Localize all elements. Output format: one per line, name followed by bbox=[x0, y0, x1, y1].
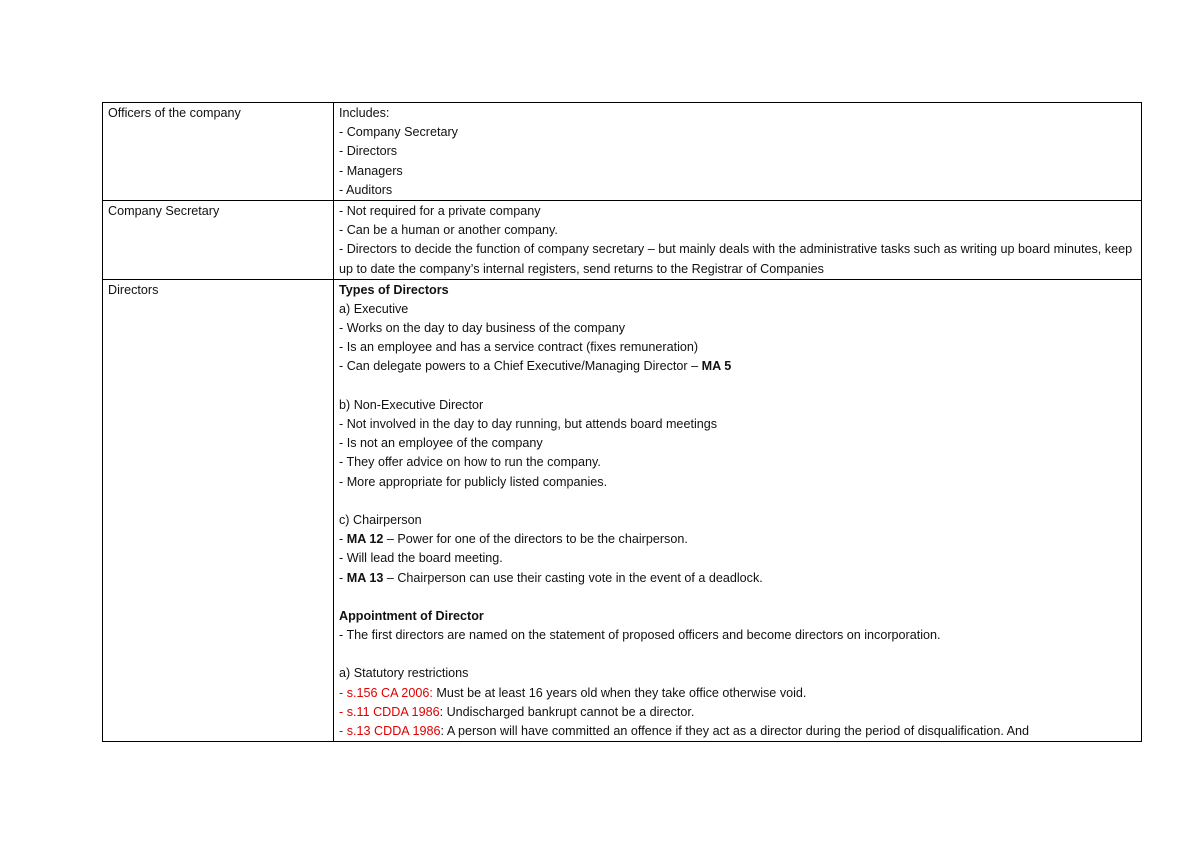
list-item: - Not required for a private company bbox=[339, 203, 541, 218]
statute-reference: s.11 CDDA 1986 bbox=[346, 704, 440, 719]
table-row bbox=[103, 279, 1142, 742]
statute-reference: s.13 CDDA 1986 bbox=[346, 724, 441, 739]
list-item: - Directors to decide the function of company secretary – but mainly deals with the administrative tasks such as writing up board minutes, keep up to date the company’s internal registers, send returns to the Registrar of Companies bbox=[339, 242, 1133, 276]
list-item-text: : A person will have committed an offence if they act as a director during the period of disqualification. And bbox=[440, 724, 1030, 739]
list-item-text: – Chairperson can use their casting vote in the event of a deadlock. bbox=[383, 570, 763, 585]
spacer bbox=[339, 377, 1136, 396]
list-item-text: – Power for one of the directors to be the chairperson. bbox=[383, 532, 688, 547]
list-item: - Auditors bbox=[339, 182, 393, 197]
row-label-officers bbox=[103, 103, 334, 201]
list-item-text: Must be at least 16 years old when they take office otherwise void. bbox=[432, 685, 807, 700]
statute-reference: s.156 CA 2006: bbox=[346, 685, 433, 700]
list-item: - Will lead the board meeting. bbox=[339, 551, 503, 566]
subheading: a) Executive bbox=[339, 301, 409, 316]
list-item: - Works on the day to day business of the company bbox=[339, 321, 626, 336]
list-item bbox=[339, 722, 1136, 741]
spacer bbox=[339, 492, 1136, 511]
row-label-company-secretary bbox=[103, 200, 334, 279]
list-item: - Can be a human or another company. bbox=[339, 223, 558, 238]
list-item bbox=[339, 569, 1136, 588]
list-prefix-red: - bbox=[339, 685, 347, 700]
list-item: - Managers bbox=[339, 163, 403, 178]
list-item: - Not involved in the day to day running, but attends board meetings bbox=[339, 417, 718, 432]
row-label-text: Company Secretary bbox=[108, 203, 220, 218]
article-reference: MA 13 bbox=[346, 570, 384, 585]
row-content-officers bbox=[334, 103, 1142, 201]
list-prefix-red: - bbox=[339, 724, 347, 739]
list-item-text: : Undischarged bankrupt cannot be a director. bbox=[439, 704, 695, 719]
subheading: b) Non-Executive Director bbox=[339, 397, 484, 412]
list-item: - They offer advice on how to run the company. bbox=[339, 455, 601, 470]
row-label-directors bbox=[103, 279, 334, 742]
list-item bbox=[339, 530, 1136, 549]
row-content-company-secretary bbox=[334, 200, 1142, 279]
spacer bbox=[339, 588, 1136, 607]
section-heading: Appointment of Director bbox=[339, 608, 484, 623]
list-item bbox=[339, 357, 1136, 376]
list-item bbox=[339, 703, 1136, 722]
subheading: c) Chairperson bbox=[339, 512, 422, 527]
row-content-directors bbox=[334, 279, 1142, 742]
row-label-text: Officers of the company bbox=[108, 106, 241, 120]
table-row bbox=[103, 103, 1142, 201]
notes-table bbox=[102, 102, 1142, 742]
list-item: - Is an employee and has a service contract (fixes remuneration) bbox=[339, 340, 699, 355]
list-prefix: - bbox=[339, 570, 347, 585]
list-item: - Company Secretary bbox=[339, 125, 458, 140]
section-heading: Types of Directors bbox=[339, 282, 449, 297]
list-item-text: - Can delegate powers to a Chief Executive/Managing Director – bbox=[339, 359, 702, 374]
list-item: - The first directors are named on the statement of proposed officers and become directors on incorporation. bbox=[339, 628, 941, 643]
row-label-text: Directors bbox=[108, 282, 159, 297]
list-prefix: - bbox=[339, 532, 347, 547]
list-item bbox=[339, 684, 1136, 703]
list-item: - Is not an employee of the company bbox=[339, 436, 543, 451]
table-row bbox=[103, 200, 1142, 279]
list-item: - Directors bbox=[339, 144, 398, 159]
list-intro: Includes: bbox=[339, 106, 390, 120]
list-prefix-red: - bbox=[339, 704, 347, 719]
spacer bbox=[339, 645, 1136, 664]
subheading: a) Statutory restrictions bbox=[339, 666, 469, 681]
article-reference: MA 12 bbox=[346, 532, 384, 547]
article-reference: MA 5 bbox=[701, 359, 732, 374]
list-item: - More appropriate for publicly listed companies. bbox=[339, 474, 608, 489]
